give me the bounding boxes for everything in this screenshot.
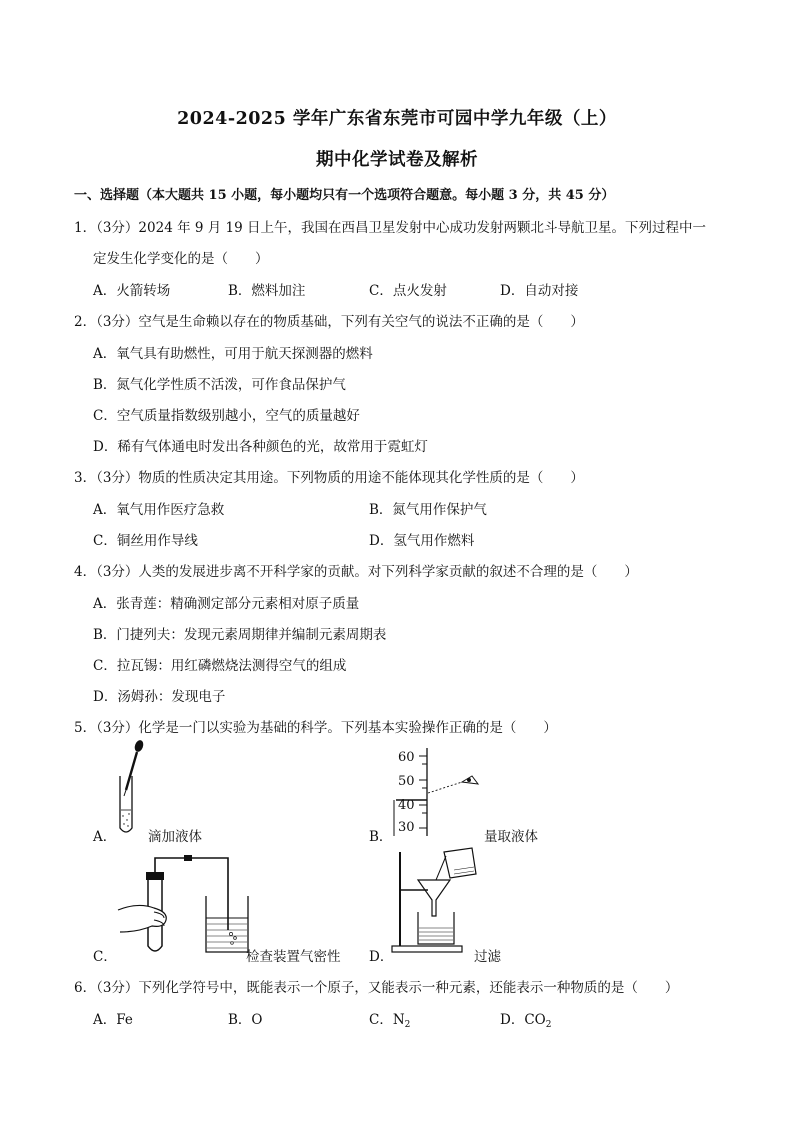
cylinder-tick-50: 50 <box>398 774 415 789</box>
q4-stem: 4．（3分）人类的发展进步离不开科学家的贡献。对下列科学家贡献的叙述不合理的是（ ） <box>74 564 638 580</box>
q2-option-c: C．空气质量指数级别越小，空气的质量越好 <box>93 408 360 424</box>
cylinder-tick-60: 60 <box>398 750 415 765</box>
q4-option-c: C．拉瓦锡：用红磷燃烧法测得空气的组成 <box>93 658 347 674</box>
q3-stem: 3．（3分）物质的性质决定其用途。下列物质的用途不能体现其化学性质的是（ ） <box>74 470 584 486</box>
q1-stem-line1: 1．（3分）2024 年 9 月 19 日上午，我国在西昌卫星发射中心成功发射两颗北斗导航卫星。下列过程中一 <box>74 220 707 236</box>
q5-figure-c-letter: C． <box>93 949 117 965</box>
q4-option-d: D．汤姆孙：发现电子 <box>93 689 226 705</box>
cylinder-tick-30: 30 <box>398 820 415 835</box>
q6-stem: 6．（3分）下列化学符号中，既能表示一个原子，又能表示一种元素，还能表示一种物质的是（ ） <box>74 980 679 996</box>
q1-option-a: A．火箭转场 <box>93 283 171 299</box>
q6-option-c: C．$N_2$ <box>369 1012 411 1030</box>
q5-figure-b-letter: B． <box>369 829 393 845</box>
figure-a-dropper <box>112 738 152 838</box>
q5-figure-a-caption: 滴加液体 <box>148 829 202 845</box>
q4-option-b: B．门捷列夫：发现元素周期律并编制元素周期表 <box>93 627 387 643</box>
q6-option-a: A．Fe <box>93 1012 133 1028</box>
q5-figure-a-letter: A． <box>93 829 117 845</box>
q6-option-b: B．O <box>228 1012 263 1028</box>
q5-stem: 5．（3分）化学是一门以实验为基础的科学。下列基本实验操作正确的是（ ） <box>74 720 557 736</box>
section-heading: 一、选择题（本大题共 15 小题，每小题均只有一个选项符合题意。每小题 3 分，共 45 分） <box>74 188 615 203</box>
q5-figure-b-caption: 量取液体 <box>484 829 538 845</box>
page-title-line2: 期中化学试卷及解析 <box>316 150 478 170</box>
q2-option-b: B．氮气化学性质不活泼，可作食品保护气 <box>93 377 346 393</box>
q3-option-a: A．氧气用作医疗急救 <box>93 502 225 518</box>
figure-c-airtightness <box>118 850 258 958</box>
q3-option-d: D．氢气用作燃料 <box>369 533 475 549</box>
q3-option-c: C．铜丝用作导线 <box>93 533 198 549</box>
q2-option-d: D．稀有气体通电时发出各种颜色的光，故常用于霓虹灯 <box>93 439 428 455</box>
q1-option-b: B．燃料加注 <box>228 283 306 299</box>
q1-option-d: D．自动对接 <box>500 283 579 299</box>
figure-d-filtration <box>384 846 484 956</box>
cylinder-tick-40: 40 <box>398 798 415 813</box>
q1-stem-line2: 定发生化学变化的是（ ） <box>93 251 269 267</box>
q2-stem: 2．（3分）空气是生命赖以存在的物质基础，下列有关空气的说法不正确的是（ ） <box>74 314 584 330</box>
q5-figure-c-caption: 检查装置气密性 <box>246 949 341 965</box>
q4-option-a: A．张青莲：精确测定部分元素相对原子质量 <box>93 596 360 612</box>
q1-option-c: C．点火发射 <box>369 283 447 299</box>
q5-figure-d-letter: D． <box>369 949 394 965</box>
q3-option-b: B．氮气用作保护气 <box>369 502 487 518</box>
q2-option-a: A．氧气具有助燃性，可用于航天探测器的燃料 <box>93 346 373 362</box>
q6-option-d: D．$CO_2$ <box>500 1012 552 1030</box>
page-title-line1: 2024-2025 学年广东省东莞市可园中学九年级（上） <box>177 109 617 129</box>
q5-figure-d-caption: 过滤 <box>474 949 501 965</box>
